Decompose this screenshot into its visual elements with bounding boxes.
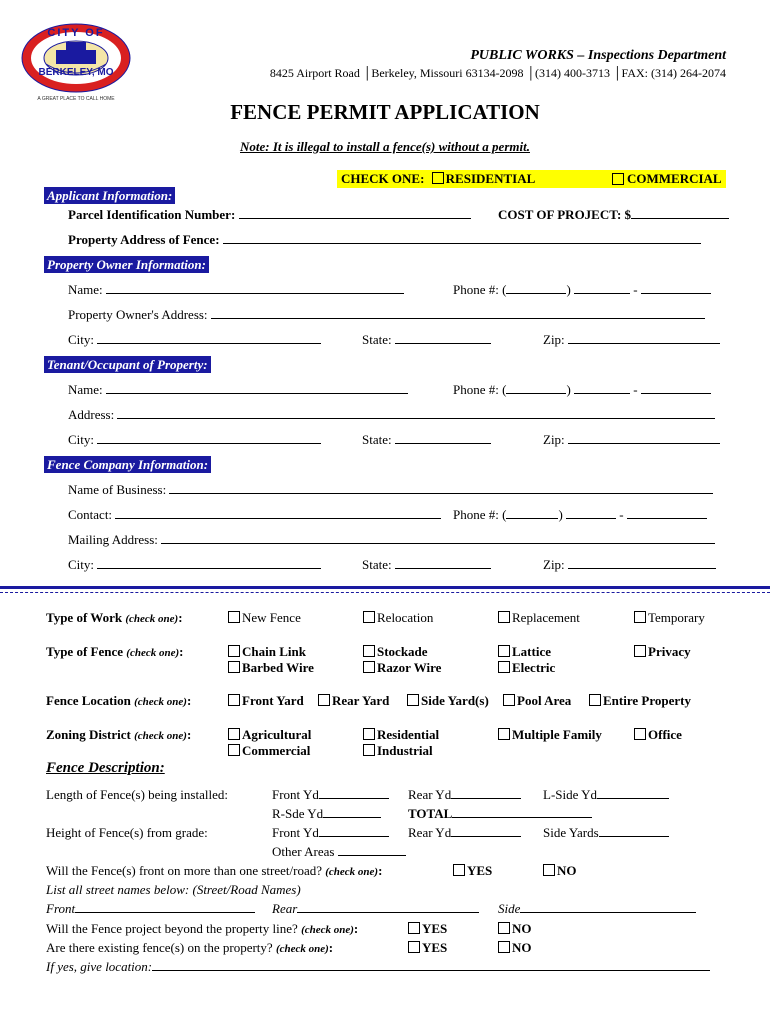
location-option-1[interactable] <box>318 693 389 709</box>
company-city-row <box>68 557 321 573</box>
length-front-row <box>272 787 389 803</box>
fence-type-option-0[interactable] <box>228 644 306 660</box>
front-question-label: Will the Fence(s) front on more than one street/road? <box>46 863 322 878</box>
height-label: Height of Fence(s) from grade: <box>46 825 208 840</box>
fence-type-option-4[interactable] <box>498 644 551 660</box>
chain-link-checkbox[interactable] <box>228 645 240 657</box>
location-label-group <box>46 693 191 709</box>
fence-type-colon: : <box>179 644 184 659</box>
company-city-field[interactable] <box>97 557 321 569</box>
entire-property-checkbox[interactable] <box>589 694 601 706</box>
location-option-4[interactable] <box>589 693 691 709</box>
length-total-field[interactable] <box>452 806 592 818</box>
height-side-field[interactable] <box>599 825 669 837</box>
tenant-phone-row <box>453 382 711 398</box>
work-option-3[interactable] <box>634 610 705 626</box>
street-front-row <box>46 901 255 917</box>
tenant-phone-dash: - <box>633 382 638 397</box>
length-front-field[interactable] <box>319 787 389 799</box>
street-side-field[interactable] <box>520 901 696 913</box>
beyond-yes-option[interactable] <box>408 921 447 937</box>
length-rside-field[interactable] <box>323 806 381 818</box>
fence-type-option-6[interactable] <box>634 644 691 660</box>
owner-state-label: State: <box>362 332 392 347</box>
side-yards-label: Side Yard(s) <box>421 693 489 708</box>
razor-wire-checkbox[interactable] <box>363 661 375 673</box>
company-state-row <box>362 557 491 573</box>
existing-question-colon: : <box>328 940 334 955</box>
company-phone-line[interactable] <box>627 507 707 519</box>
seal-text-top: CITY OF <box>47 27 105 39</box>
cost-label: COST OF PROJECT: $ <box>498 207 632 222</box>
check-one-label: CHECK ONE: <box>341 171 425 186</box>
rear-yard-label: Rear Yard <box>332 693 390 708</box>
zoning-label-group <box>46 727 191 743</box>
height-rear-row <box>408 825 521 841</box>
list-streets-label: List all street names below: (Street/Road Names) <box>46 882 301 897</box>
existing-question-label: Are there existing fence(s) on the property? <box>46 940 273 955</box>
zoning-colon: : <box>186 727 192 742</box>
owner-phone-dash: - <box>633 282 638 297</box>
street-side-row <box>498 901 696 917</box>
tenant-address-label: Address: <box>68 407 115 422</box>
location-if-yes-label: If yes, give location: <box>46 959 153 974</box>
work-option-1[interactable] <box>363 610 433 626</box>
work-colon: : <box>178 610 183 625</box>
agricultural-label: Agricultural <box>242 727 312 742</box>
length-lside-field[interactable] <box>597 787 669 799</box>
owner-name-row <box>68 282 404 298</box>
replacement-checkbox[interactable] <box>498 611 510 623</box>
front-no-checkbox[interactable] <box>543 864 555 876</box>
cost-row <box>498 207 729 223</box>
height-rear-label: Rear Yd <box>408 825 452 840</box>
fence-type-option-1[interactable] <box>228 660 314 676</box>
owner-heading: Property Owner Information: <box>44 256 209 273</box>
commercial-checkbox[interactable] <box>612 173 624 185</box>
parcel-field[interactable] <box>239 207 471 219</box>
mailing-label: Mailing Address: <box>68 532 158 547</box>
seal-text-bottom: BERKELEY, MO <box>38 67 114 78</box>
tenant-name-row <box>68 382 408 398</box>
beyond-no-option[interactable] <box>498 921 532 937</box>
company-state-field[interactable] <box>395 557 491 569</box>
company-phone-close: ) <box>558 507 563 522</box>
street-side-label: Side <box>498 901 521 916</box>
owner-phone-line[interactable] <box>641 282 711 294</box>
owner-state-row <box>362 332 491 348</box>
beyond-question-check-note: (check one) <box>301 924 354 936</box>
length-total-row <box>408 806 592 822</box>
front-question-row <box>46 863 382 879</box>
height-front-field[interactable] <box>319 825 389 837</box>
height-other-row <box>272 844 406 860</box>
tenant-phone-area[interactable] <box>506 382 566 394</box>
location-if-yes-field[interactable] <box>152 959 710 971</box>
front-no-label: NO <box>557 863 577 878</box>
relocation-label: Relocation <box>377 610 434 625</box>
section-divider <box>0 586 770 589</box>
existing-yes-checkbox[interactable] <box>408 941 420 953</box>
owner-address-row <box>68 307 705 323</box>
company-zip-field[interactable] <box>568 557 716 569</box>
street-rear-field[interactable] <box>297 901 479 913</box>
beyond-yes-checkbox[interactable] <box>408 922 420 934</box>
tenant-address-row <box>68 407 715 423</box>
front-question-colon: : <box>378 863 383 878</box>
tenant-address-field[interactable] <box>117 407 715 419</box>
length-front-label: Front Yd <box>272 787 319 802</box>
existing-no-label: NO <box>512 940 532 955</box>
contact-field[interactable] <box>115 507 441 519</box>
temporary-checkbox[interactable] <box>634 611 646 623</box>
length-rside-row <box>272 806 381 822</box>
rear-yard-checkbox[interactable] <box>318 694 330 706</box>
company-phone-row <box>453 507 707 523</box>
mailing-field[interactable] <box>161 532 715 544</box>
lattice-label: Lattice <box>512 644 551 659</box>
cost-field[interactable] <box>631 207 729 219</box>
mailing-row <box>68 532 715 548</box>
new-fence-checkbox[interactable] <box>228 611 240 623</box>
work-label: Type of Work <box>46 610 123 625</box>
beyond-question-label: Will the Fence project beyond the property line? <box>46 921 298 936</box>
company-phone-area[interactable] <box>506 507 558 519</box>
stockade-label: Stockade <box>377 644 428 659</box>
property-address-label: Property Address of Fence: <box>68 232 220 247</box>
beyond-question-row <box>46 921 358 937</box>
check-one-bar <box>337 170 726 188</box>
barbed-wire-label: Barbed Wire <box>242 660 314 675</box>
permit-note: Note: It is illegal to install a fence(s) without a permit. <box>240 139 530 154</box>
zoning-option-4[interactable] <box>498 727 602 743</box>
fence-type-label-group <box>46 644 183 660</box>
owner-name-label: Name: <box>68 282 103 297</box>
new-fence-label: New Fence <box>242 610 301 625</box>
location-option-3[interactable] <box>503 693 571 709</box>
department-address: 8425 Airport Road │Berkeley, Missouri 63134-2098 │(314) 400-3713 │FAX: (314) 264-2074 <box>269 66 726 80</box>
tenant-name-field[interactable] <box>106 382 408 394</box>
seal-motto: A GREAT PLACE TO CALL HOME <box>37 96 115 102</box>
tenant-city-row <box>68 432 321 448</box>
owner-phone-label: Phone #: ( <box>453 282 507 297</box>
fence-type-option-5[interactable] <box>498 660 555 676</box>
residential-label: RESIDENTIAL <box>445 171 536 186</box>
residential-checkbox[interactable] <box>432 172 444 184</box>
owner-city-label: City: <box>68 332 95 347</box>
property-address-row <box>68 232 701 248</box>
company-city-label: City: <box>68 557 95 572</box>
height-front-label: Front Yd <box>272 825 319 840</box>
length-lside-row <box>543 787 669 803</box>
tenant-state-label: State: <box>362 432 392 447</box>
multiple-family-checkbox[interactable] <box>498 728 510 740</box>
length-rside-label: R-Sde Yd <box>272 806 324 821</box>
zoning-option-3[interactable] <box>363 743 433 759</box>
location-colon: : <box>186 693 192 708</box>
owner-zip-label: Zip: <box>543 332 565 347</box>
tenant-phone-close: ) <box>566 382 571 397</box>
industrial-label: Industrial <box>377 743 433 758</box>
existing-yes-label: YES <box>422 940 448 955</box>
business-row <box>68 482 713 498</box>
height-side-row <box>543 825 669 841</box>
existing-yes-option[interactable] <box>408 940 447 956</box>
fence-type-option-2[interactable] <box>363 644 428 660</box>
zoning-residential-checkbox[interactable] <box>363 728 375 740</box>
stockade-checkbox[interactable] <box>363 645 375 657</box>
beyond-no-checkbox[interactable] <box>498 922 510 934</box>
street-rear-row <box>272 901 479 917</box>
owner-phone-prefix[interactable] <box>574 282 630 294</box>
tenant-zip-row <box>543 432 720 448</box>
razor-wire-label: Razor Wire <box>377 660 442 675</box>
barbed-wire-checkbox[interactable] <box>228 661 240 673</box>
company-phone-prefix[interactable] <box>566 507 616 519</box>
business-label: Name of Business: <box>68 482 167 497</box>
front-yes-label: YES <box>467 863 493 878</box>
company-phone-label: Phone #: ( <box>453 507 507 522</box>
privacy-checkbox[interactable] <box>634 645 646 657</box>
multiple-family-label: Multiple Family <box>512 727 602 742</box>
company-state-label: State: <box>362 557 392 572</box>
tenant-phone-label: Phone #: ( <box>453 382 507 397</box>
street-rear-label: Rear <box>272 901 298 916</box>
property-address-field[interactable] <box>223 232 701 244</box>
tenant-zip-label: Zip: <box>543 432 565 447</box>
zoning-option-0[interactable] <box>228 727 311 743</box>
existing-question-row <box>46 940 333 956</box>
existing-no-checkbox[interactable] <box>498 941 510 953</box>
tenant-city-field[interactable] <box>97 432 321 444</box>
tenant-heading: Tenant/Occupant of Property: <box>44 356 211 373</box>
privacy-label: Privacy <box>648 644 691 659</box>
applicant-heading: Applicant Information: <box>44 187 175 204</box>
work-option-0[interactable] <box>228 610 301 626</box>
chain-link-label: Chain Link <box>242 644 306 659</box>
length-label: Length of Fence(s) being installed: <box>46 787 228 802</box>
commercial-label: COMMERCIAL <box>627 171 722 186</box>
business-field[interactable] <box>169 482 713 494</box>
tenant-name-label: Name: <box>68 382 103 397</box>
location-if-yes-row <box>46 959 710 975</box>
owner-zip-row <box>543 332 720 348</box>
tenant-city-label: City: <box>68 432 95 447</box>
owner-phone-close: ) <box>566 282 571 297</box>
tenant-phone-prefix[interactable] <box>574 382 630 394</box>
length-lside-label: L-Side Yd <box>543 787 598 802</box>
department-name: PUBLIC WORKS – Inspections Department <box>470 48 726 63</box>
zoning-check-note: (check one) <box>134 730 187 742</box>
office-label: Office <box>648 727 682 742</box>
lattice-checkbox[interactable] <box>498 645 510 657</box>
existing-question-check-note: (check one) <box>275 943 329 955</box>
owner-phone-area[interactable] <box>506 282 566 294</box>
city-seal-logo <box>20 22 132 102</box>
zoning-commercial-label: Commercial <box>242 743 311 758</box>
company-phone-dash: - <box>619 507 624 522</box>
fence-type-check-note: (check one) <box>126 647 180 659</box>
zoning-label: Zoning District <box>46 727 131 742</box>
location-check-note: (check one) <box>134 696 187 708</box>
work-option-2[interactable] <box>498 610 580 626</box>
parcel-label: Parcel Identification Number: <box>68 207 236 222</box>
tenant-phone-line[interactable] <box>641 382 711 394</box>
location-label: Fence Location <box>46 693 131 708</box>
location-option-2[interactable] <box>407 693 489 709</box>
industrial-checkbox[interactable] <box>363 744 375 756</box>
replacement-label: Replacement <box>512 610 580 625</box>
zoning-residential-label: Residential <box>377 727 440 742</box>
parcel-row <box>68 207 471 223</box>
owner-address-label: Property Owner's Address: <box>68 307 208 322</box>
fence-type-label: Type of Fence <box>46 644 124 659</box>
work-check-note: (check one) <box>125 613 179 625</box>
tenant-zip-field[interactable] <box>568 432 720 444</box>
zoning-commercial-checkbox[interactable] <box>228 744 240 756</box>
pool-area-checkbox[interactable] <box>503 694 515 706</box>
work-label-group <box>46 610 183 626</box>
front-no-option[interactable] <box>543 863 577 879</box>
beyond-question-colon: : <box>353 921 359 936</box>
height-other-label: Other Areas <box>272 844 335 859</box>
owner-city-row <box>68 332 321 348</box>
section-divider-dashed <box>0 592 770 593</box>
height-front-row <box>272 825 389 841</box>
office-checkbox[interactable] <box>634 728 646 740</box>
front-question-check-note: (check one) <box>325 866 379 878</box>
owner-city-field[interactable] <box>97 332 321 344</box>
length-rear-row <box>408 787 521 803</box>
existing-no-option[interactable] <box>498 940 532 956</box>
description-heading: Fence Description: <box>46 760 165 776</box>
location-option-0[interactable] <box>228 693 304 709</box>
electric-label: Electric <box>512 660 556 675</box>
owner-name-field[interactable] <box>106 282 404 294</box>
owner-address-field[interactable] <box>211 307 705 319</box>
front-yes-checkbox[interactable] <box>453 864 465 876</box>
zoning-option-2[interactable] <box>363 727 439 743</box>
front-yard-label: Front Yard <box>242 693 304 708</box>
length-rear-field[interactable] <box>451 787 521 799</box>
zoning-option-5[interactable] <box>634 727 682 743</box>
zoning-option-1[interactable] <box>228 743 310 759</box>
length-total-label: TOTAL <box>408 806 453 821</box>
beyond-no-label: NO <box>512 921 532 936</box>
height-rear-field[interactable] <box>451 825 521 837</box>
agricultural-checkbox[interactable] <box>228 728 240 740</box>
height-other-field[interactable] <box>338 844 406 856</box>
owner-phone-row <box>453 282 711 298</box>
street-front-field[interactable] <box>75 901 255 913</box>
side-yards-checkbox[interactable] <box>407 694 419 706</box>
company-zip-row <box>543 557 716 573</box>
company-zip-label: Zip: <box>543 557 565 572</box>
tenant-state-field[interactable] <box>395 432 491 444</box>
electric-checkbox[interactable] <box>498 661 510 673</box>
relocation-checkbox[interactable] <box>363 611 375 623</box>
pool-area-label: Pool Area <box>517 693 572 708</box>
length-rear-label: Rear Yd <box>408 787 452 802</box>
owner-state-field[interactable] <box>395 332 491 344</box>
temporary-label: Temporary <box>648 610 705 625</box>
owner-zip-field[interactable] <box>568 332 720 344</box>
fence-type-option-3[interactable] <box>363 660 441 676</box>
street-front-label: Front <box>46 901 76 916</box>
beyond-yes-label: YES <box>422 921 448 936</box>
height-side-label: Side Yards <box>543 825 599 840</box>
company-heading: Fence Company Information: <box>44 456 211 473</box>
front-yard-checkbox[interactable] <box>228 694 240 706</box>
tenant-state-row <box>362 432 491 448</box>
contact-row <box>68 507 441 523</box>
page-title: FENCE PERMIT APPLICATION <box>230 100 540 124</box>
contact-label: Contact: <box>68 507 113 522</box>
front-yes-option[interactable] <box>453 863 492 879</box>
entire-property-label: Entire Property <box>603 693 691 708</box>
